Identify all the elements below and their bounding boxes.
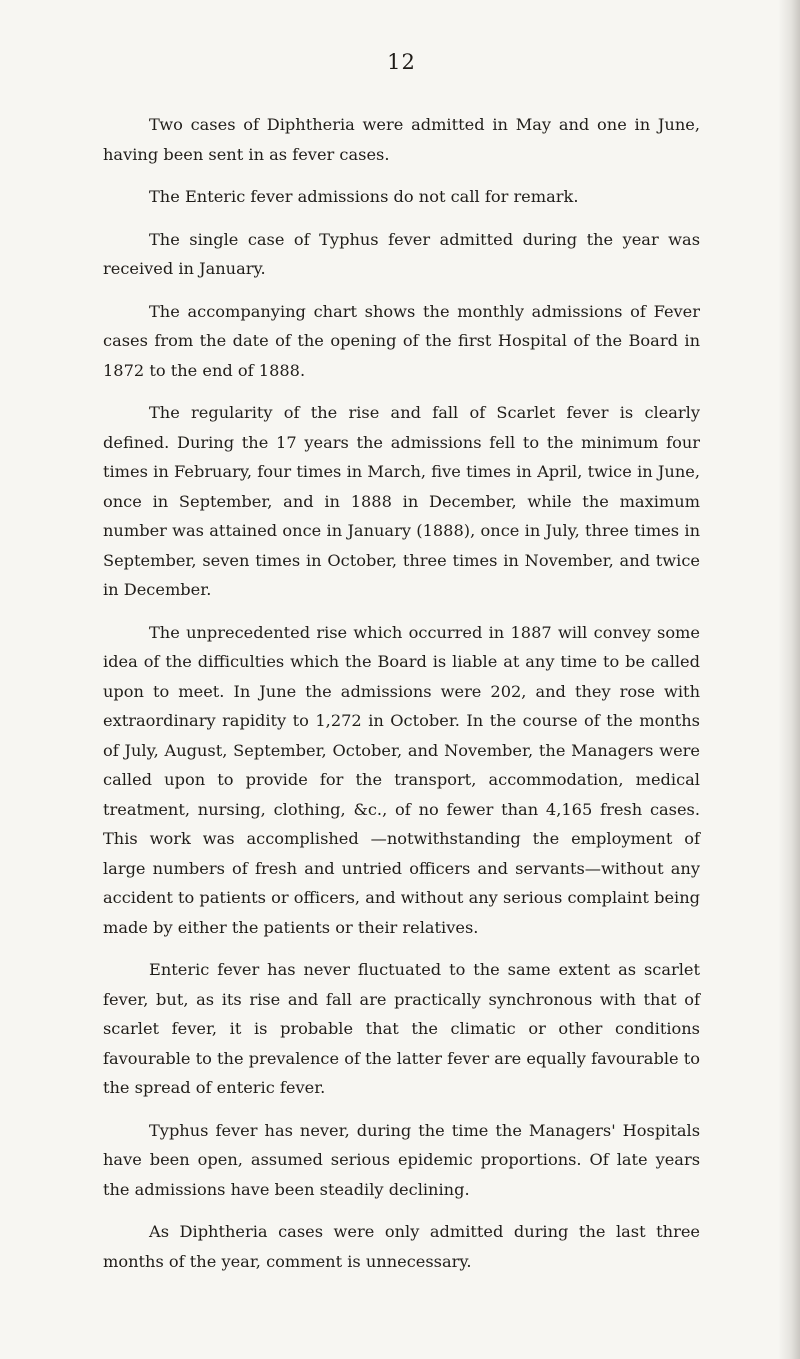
paragraph-enteric-fluctuation: Enteric fever has never fluctuated to the same extent as scarlet fever, but, as its rise and fall are practically synchronous with that of scarlet fever, it is probable that the climatic or other conditions favourable to the prevalence of the latter fever are equally favourable to the spread of enteric fever.	[103, 960, 700, 1097]
paragraph-chart-description: The accompanying chart shows the monthly admissions of Fever cases from the date of the opening of the first Hospital of the Board in 1872 to the end of 1888.	[103, 301, 700, 380]
paragraph-diphtheria-admissions: Two cases of Diphtheria were admitted in May and one in June, having been sent in as fever cases.	[103, 115, 700, 164]
page-edge-shadow	[778, 0, 800, 1359]
paragraph-1887-rise: The unprecedented rise which occurred in 1887 will convey some idea of the difficulties which the Board is liable at any time to be called upon to meet. In June the admissions were 202, and they rose with extraordinary rapidity to 1,272 in October. In the course of the months of July, August, September, October, and November, the Managers were called upon to provide for the transport, accommodation, medical treatment, nursing, clothing, &c., of no fewer than 4,165 fresh cases. This work was accomplished —notwithstanding the employment of large numbers of fresh and untried officers and servants—without any accident to patients or officers, and without any serious complaint being made by either the patients or their relatives.	[103, 622, 700, 937]
paragraph-diphtheria-comment: As Diphtheria cases were only admitted during the last three months of the year, comment is unnecessary.	[103, 1222, 700, 1271]
paragraph-scarlet-fever-regularity: The regularity of the rise and fall of Scarlet fever is clearly defined. During the 17 years the admissions fell to the minimum four times in February, four times in March, five times in April, twice in June, once in September, and in 1888 in December, while the maximum number was attained once in January (1888), once in July, three times in September, seven times in October, three times in November, and twice in December.	[103, 403, 700, 599]
paragraph-typhus-single-case: The single case of Typhus fever admitted during the year was received in January.	[103, 229, 700, 278]
paragraph-enteric-remark: The Enteric fever admissions do not call for remark.	[149, 187, 579, 206]
paragraph-typhus-decline: Typhus fever has never, during the time the Managers' Hospitals have been open, assumed serious epidemic proportions. Of late years the admissions have been steadily declining.	[103, 1120, 700, 1199]
page-number: 12	[387, 50, 416, 74]
